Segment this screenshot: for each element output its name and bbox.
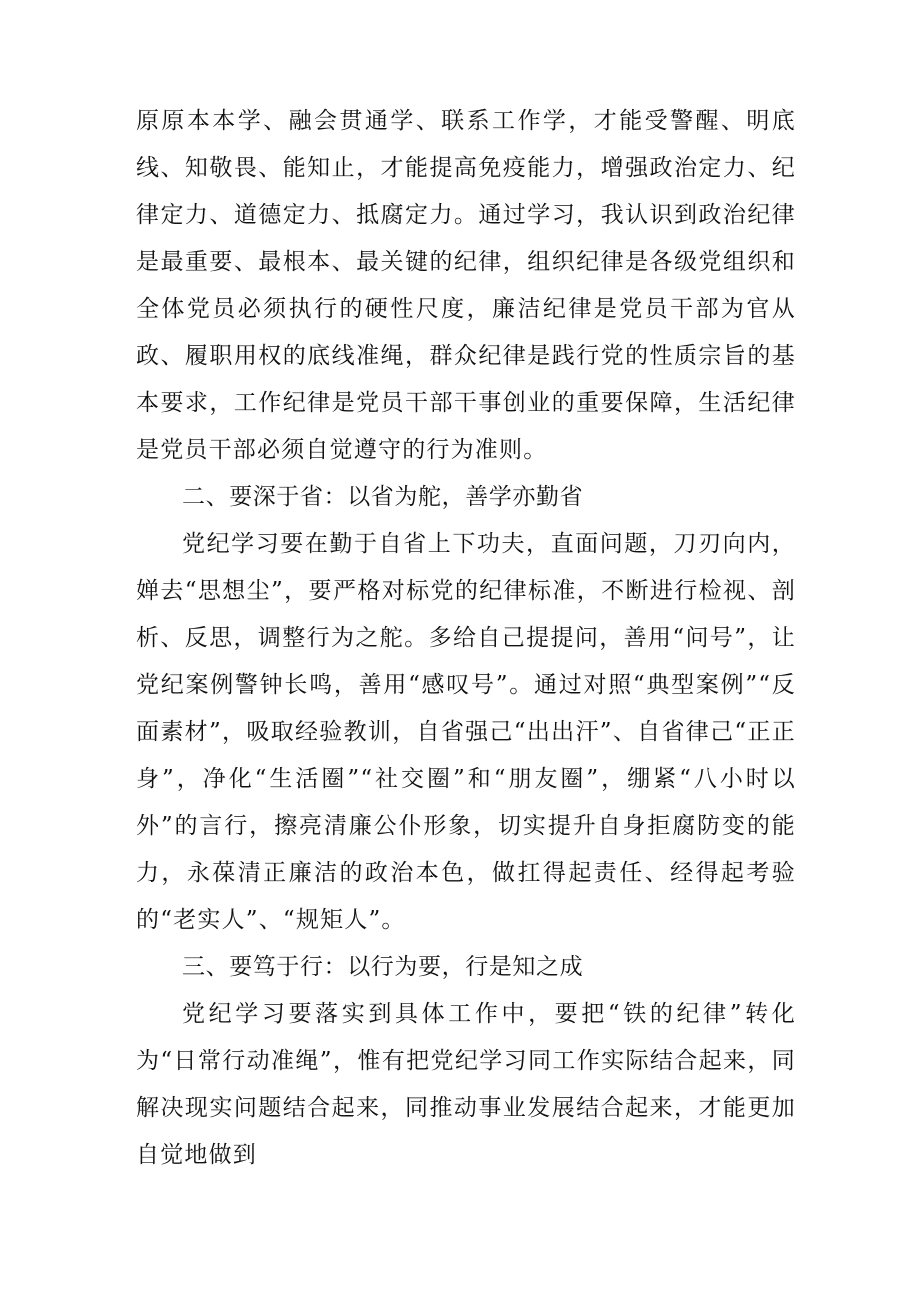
- paragraph-self-reflection: 党纪学习要在勤于自省上下功夫，直面问题，刀刃向内，婵去“思想尘”，要严格对标党的纪律标准，不断进行检视、剖析、反思，调整行为之舵。多给自己提提问，善用“问号”，让党纪案例警钟长鸣，善用“感叹号”。通过对照“典型案例”“反面素材”，吸取经验教训，自省强己“出出汗”、自省律己“正正身”，净化“生活圈”“社交圈”和“朋友圈”，绷紧“八小时以外”的言行，擦亮清廉公仆形象，切实提升自身拒腐防变的能力，永葆清正廉洁的政治本色，做扛得起责任、经得起考验的“老实人”、“规矩人”。: [136, 531, 796, 933]
- document-body: [136, 98, 796, 1179]
- section-heading-reflect: 二、要深于省：以省为舵，善学亦勤省: [182, 484, 584, 510]
- paragraph-study-discipline: 原原本本学、融会贯通学、联系工作学，才能受警醒、明底线、知敬畏、能知止，才能提高免疫能力，增强政治定力、纪律定力、道德定力、抵腐定力。通过学习，我认识到政治纪律是最重要、最根本、最关键的纪律，组织纪律是各级党组织和全体党员必须执行的硬性尺度，廉洁纪律是党员干部为官从政、履职用权的底线准绳，群众纪律是践行党的性质宗旨的基本要求，工作纪律是党员干部干事创业的重要保障，生活纪律是党员干部必须自觉遵守的行为准则。: [136, 108, 796, 463]
- paragraph-practice: 党纪学习要落实到具体工作中，要把“铁的纪律”转化为“日常行动准绳”，惟有把党纪学习同工作实际结合起来，同解决现实问题结合起来，同推动事业发展结合起来，才能更加自觉地做到: [136, 1001, 796, 1168]
- section-heading-practice: 三、要笃于行：以行为要，行是知之成: [182, 954, 584, 980]
